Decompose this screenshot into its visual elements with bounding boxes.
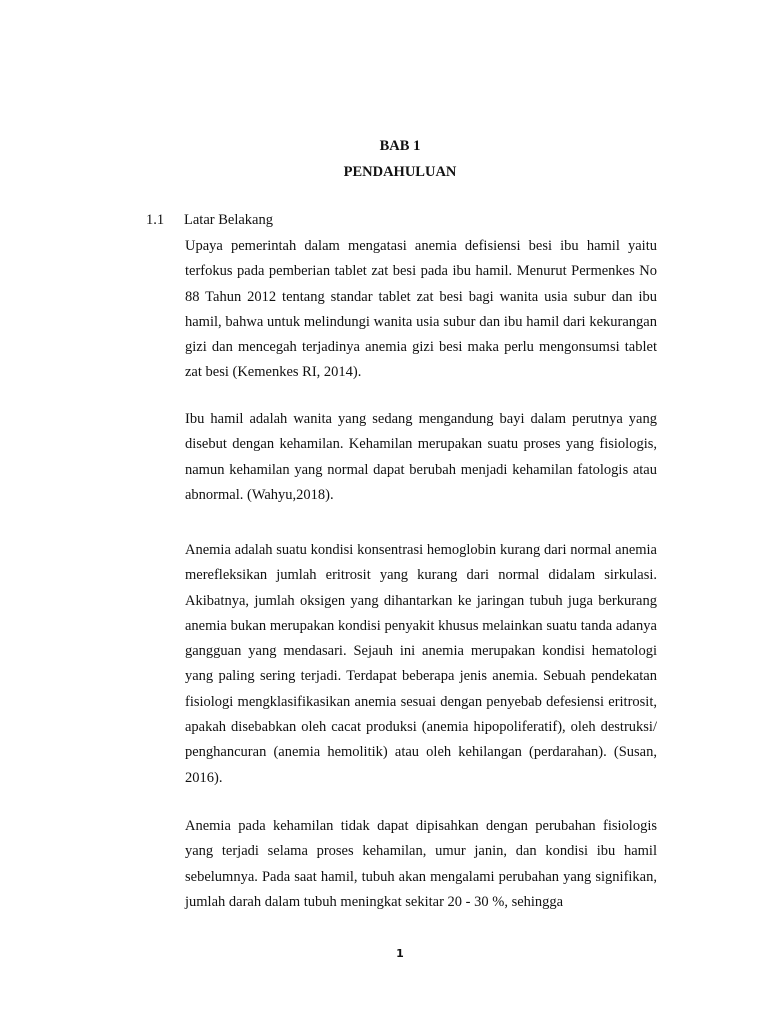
paragraph-2: Ibu hamil adalah wanita yang sedang mengandung bayi dalam perutnya yang disebut dengan kehamilan. Kehamilan merupakan suatu proses yang fisiologis, namun kehamilan yang normal dapat berubah menjadi kehamilan fatologis atau abnormal. (Wahyu,2018). [185, 411, 657, 503]
section-title: Latar Belakang [184, 212, 273, 228]
chapter-number: BAB 1 [379, 138, 421, 154]
paragraph-1: Upaya pemerintah dalam mengatasi anemia defisiensi besi ibu hamil yaitu terfokus pada pemberian tablet zat besi pada ibu hamil. Menurut Permenkes No 88 Tahun 2012 tentang standar tablet zat besi bagi wanita usia subur dan ibu hamil, bahwa untuk melindungi wanita usia subur dan ibu hamil dari kekurangan gizi dan mencegah terjadinya anemia gizi besi maka perlu mengonsumsi tablet zat besi (Kemenkes RI, 2014). [185, 238, 657, 381]
paragraph-3: Anemia adalah suatu kondisi konsentrasi hemoglobin kurang dari normal anemia merefleksikan jumlah eritrosit yang kurang dari normal didalam sirkulasi. Akibatnya, jumlah oksigen yang dihantarkan ke jaringan tubuh juga berkurang anemia bukan merupakan kondisi penyakit khusus melainkan suatu tanda adanya gangguan yang mendasari. Sejauh ini anemia merupakan kondisi hematologi yang paling sering terjadi. Terdapat beberapa jenis anemia. Sebuah pendekatan fisiologi mengklasifikasikan anemia sesuai dengan penyebab defesiensi eritrosit, apakah disebabkan oleh cacat produksi (anemia hipopoliferatif), oleh destruksi/ penghancuran (anemia hemolitik) atau oleh kehilangan (perdarahan). (Susan, 2016). [185, 542, 657, 786]
chapter-title: PENDAHULUAN [343, 164, 457, 180]
section-heading [146, 211, 273, 229]
paragraph-4: Anemia pada kehamilan tidak dapat dipisahkan dengan perubahan fisiologis yang terjadi selama proses kehamilan, umur janin, dan kondisi ibu hamil sebelumnya. Pada saat hamil, tubuh akan mengalami perubahan yang signifikan, jumlah darah dalam tubuh meningkat sekitar 20 - 30 %, sehingga [185, 818, 657, 910]
section-number: 1.1 [146, 212, 165, 228]
page-number: 1 [396, 947, 404, 960]
